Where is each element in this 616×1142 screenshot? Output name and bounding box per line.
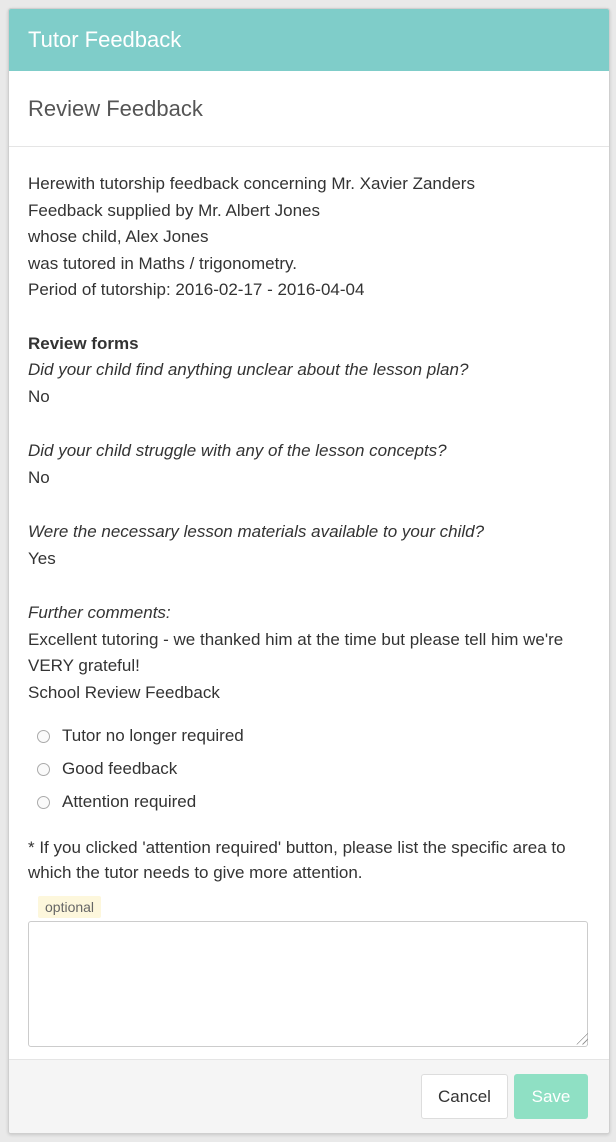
modal-footer — [9, 1059, 609, 1133]
radio-button[interactable] — [37, 730, 50, 743]
review-item — [28, 519, 590, 572]
radio-label[interactable]: Tutor no longer required — [62, 726, 244, 746]
review-question: Did your child find anything unclear about the lesson plan? — [28, 360, 469, 379]
radio-label[interactable]: Good feedback — [62, 759, 178, 779]
optional-tag: optional — [38, 896, 101, 918]
modal-title: Tutor Feedback — [28, 27, 182, 52]
review-answer: No — [28, 386, 50, 406]
cancel-button[interactable]: Cancel — [421, 1074, 508, 1119]
radio-button[interactable] — [37, 763, 50, 776]
review-forms-title: Review forms — [28, 333, 139, 353]
tutor-feedback-modal — [8, 8, 610, 1134]
intro-line-subject: was tutored in Maths / trigonometry. — [28, 253, 297, 273]
review-answer: Yes — [28, 548, 56, 568]
intro-text — [28, 171, 590, 304]
review-feedback-heading — [9, 71, 609, 147]
review-item — [28, 600, 590, 680]
intro-line-concerning: Herewith tutorship feedback concerning Mr. Xavier Zanders — [28, 174, 475, 193]
intro-line-period: Period of tutorship: 2016-02-17 - 2016-04-04 — [28, 280, 365, 299]
attention-area-wrapper — [28, 921, 590, 1047]
radio-good-feedback[interactable] — [28, 753, 590, 786]
radio-tutor-no-longer-required[interactable] — [28, 720, 590, 753]
intro-line-supplier: Feedback supplied by Mr. Albert Jones — [28, 200, 320, 220]
review-question: Did your child struggle with any of the lesson concepts? — [28, 441, 447, 460]
review-answer: No — [28, 467, 50, 487]
school-review-radio-group — [28, 720, 590, 819]
attention-area-textarea[interactable] — [28, 921, 588, 1047]
review-item — [28, 438, 590, 491]
intro-line-child: whose child, Alex Jones — [28, 227, 209, 246]
radio-label[interactable]: Attention required — [62, 792, 197, 812]
school-review-title: School Review Feedback — [28, 682, 220, 702]
radio-button[interactable] — [37, 796, 50, 809]
modal-body — [9, 147, 609, 1047]
modal-header — [9, 9, 609, 71]
radio-attention-required[interactable] — [28, 786, 590, 819]
save-button[interactable]: Save — [514, 1074, 588, 1119]
review-item — [28, 357, 590, 410]
review-question: Were the necessary lesson materials available to your child? — [28, 522, 485, 541]
review-question: Further comments: — [28, 603, 171, 622]
attention-note: * If you clicked 'attention required' button, please list the specific area to which the tutor needs to give more attention. — [28, 838, 566, 882]
subheader-title: Review Feedback — [28, 95, 203, 121]
review-answer: Excellent tutoring - we thanked him at the time but please tell him we're VERY grateful! — [28, 629, 564, 675]
